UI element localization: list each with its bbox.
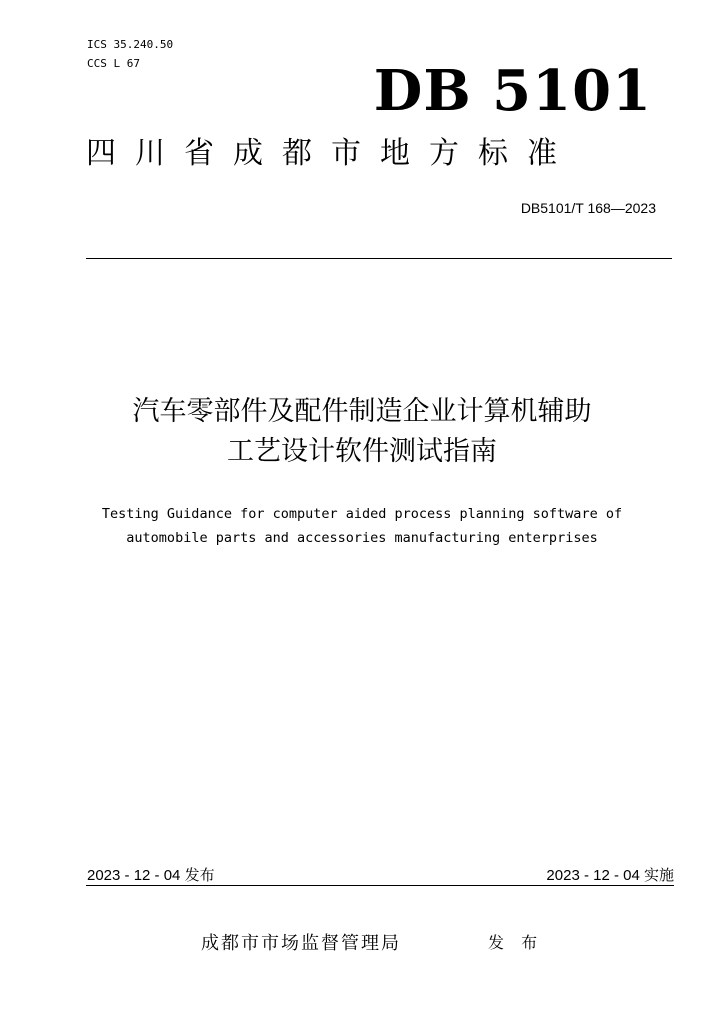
document-title-english [62,502,662,550]
standard-number: DB5101/T 168—2023 [520,200,656,216]
header-divider [86,258,672,259]
title-cn-line-1: 汽车零部件及配件制造企业计算机辅助 [132,396,592,427]
footer-divider [86,885,674,886]
title-cn-line-2: 工艺设计软件测试指南 [227,436,497,467]
title-en-line-2: automobile parts and accessories manufacturing enterprises [126,530,598,546]
implementation-date: 2023 - 12 - 04 实施 [546,867,674,884]
title-en-line-1: Testing Guidance for computer aided process planning software of [101,506,623,522]
issue-date: 2023 - 12 - 04 发布 [87,867,215,884]
document-title-chinese [62,392,662,472]
issuing-authority: 成都市市场监督管理局 [201,933,401,954]
publish-label: 发 布 [488,933,544,952]
db-standard-code: DB 5101 [373,58,652,124]
ics-code: ICS 35.240.50 [87,38,174,51]
standard-category-title: 四川省成都市地方标准 [86,136,576,171]
ccs-code: CCS L 67 [87,57,140,70]
